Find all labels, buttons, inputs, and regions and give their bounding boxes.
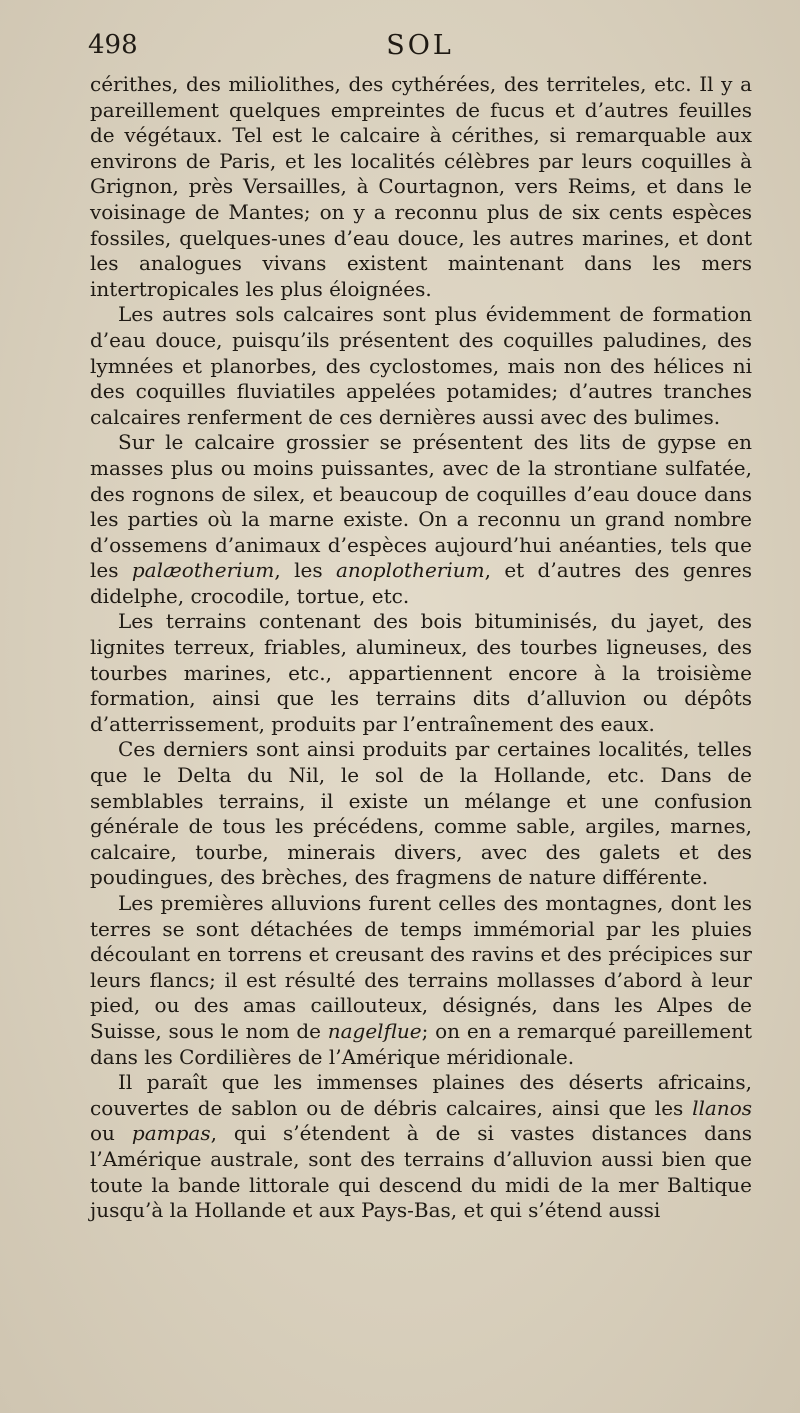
text-run: Ces derniers sont ainsi produits par certaines localités, telles que le Delta du Nil, le sol de la Hollande, etc. Dans de semblables terrains, il existe un mélange et une confusion générale de tous les précédens, comme sable, argiles, marnes, calcaire, tourbe, minerais divers, avec des galets et des poudingues, des brèches, des fragmens de nature différente. [90, 737, 752, 890]
text-run: Il paraît que les immenses plaines des déserts africains, couvertes de sablon ou de débris calcaires, ainsi que les [90, 1070, 752, 1120]
paragraph [90, 609, 752, 737]
paragraph [90, 302, 752, 430]
paragraph [90, 737, 752, 891]
paragraph [90, 72, 752, 302]
page-number: 498 [88, 30, 138, 60]
text-run: , et d’autres des genres didelphe, crocodile, tortue, etc. [90, 558, 752, 608]
text-run: ou [90, 1121, 132, 1146]
italic-term: pampas [131, 1121, 211, 1146]
text-run: Les premières alluvions furent celles des montagnes, dont les terres se sont détachées de temps immémorial par les pluies découlant en torrens et creusant des ravins et des précipices sur leurs flancs; il est résulté des terrains mollasses d’abord à leur pied, ou des amas caillouteux, désignés, dans les Alpes de Suisse, sous le nom de [90, 891, 752, 1043]
text-run: cérithes, des miliolithes, des cythérées, des territeles, etc. Il y a pareillement quelques empreintes de fucus et d’autres feuilles de végétaux. Tel est le calcaire à cérithes, si remarquable aux environs de Paris, et les localités célèbres par leurs coquilles à Grignon, près Versailles, à Courtagnon, vers Reims, et dans le voisinage de Mantes; on y a reconnu plus de six cents espèces fossiles, quelques-unes d’eau douce, les autres marines, et dont les analogues vivans existent maintenant dans les mers intertropicales les plus éloignées. [90, 72, 752, 301]
text-run: Les terrains contenant des bois bituminisés, du jayet, des lignites terreux, friables, alumineux, des tourbes ligneuses, des tourbes marines, etc., appartiennent encore à la troisième formation, ainsi que les terrains dits d’alluvion ou dépôts d’atterrissement, produits par l’entraînement des eaux. [90, 609, 752, 736]
text-run: Sur le calcaire grossier se présentent des lits de gypse en masses plus ou moins puissantes, avec de la strontiane sulfatée, des rognons de silex, et beaucoup de coquilles d’eau douce dans les parties où la marne existe. On a reconnu un grand nombre d’ossemens d’animaux d’espèces aujourd’hui anéanties, tels que les [90, 430, 752, 583]
page-header [88, 30, 752, 64]
text-run: , les [274, 558, 336, 583]
italic-term: llanos [692, 1095, 752, 1120]
italic-term: anoplotherium [335, 558, 485, 583]
body-text [90, 72, 752, 1224]
paragraph [90, 891, 752, 1070]
text-run: ; on en a remarqué pareillement dans les Cordilières de l’Amérique méridionale. [90, 1018, 752, 1069]
text-run: Les autres sols calcaires sont plus évidemment de formation d’eau douce, puisqu’ils présentent des coquilles paludines, des lymnées et planorbes, des cyclostomes, mais non des hélices ni des coquilles fluviatiles appelées potamides; d’autres tranches calcaires renferment de ces dernières aussi avec des bulimes. [90, 302, 752, 429]
italic-term: palæotherium [131, 558, 275, 583]
paragraph [90, 430, 752, 609]
running-head: SOL [386, 30, 454, 61]
text-run: , qui s’étendent à de si vastes distances dans l’Amérique australe, sont des terrains d’alluvion aussi bien que toute la bande littorale qui descend du midi de la mer Baltique jusqu’à la Hollande et aux Pays-Bas, et qui s’étend aussi [90, 1121, 752, 1223]
paragraph [90, 1070, 752, 1224]
italic-term: nagelflue [327, 1018, 422, 1043]
